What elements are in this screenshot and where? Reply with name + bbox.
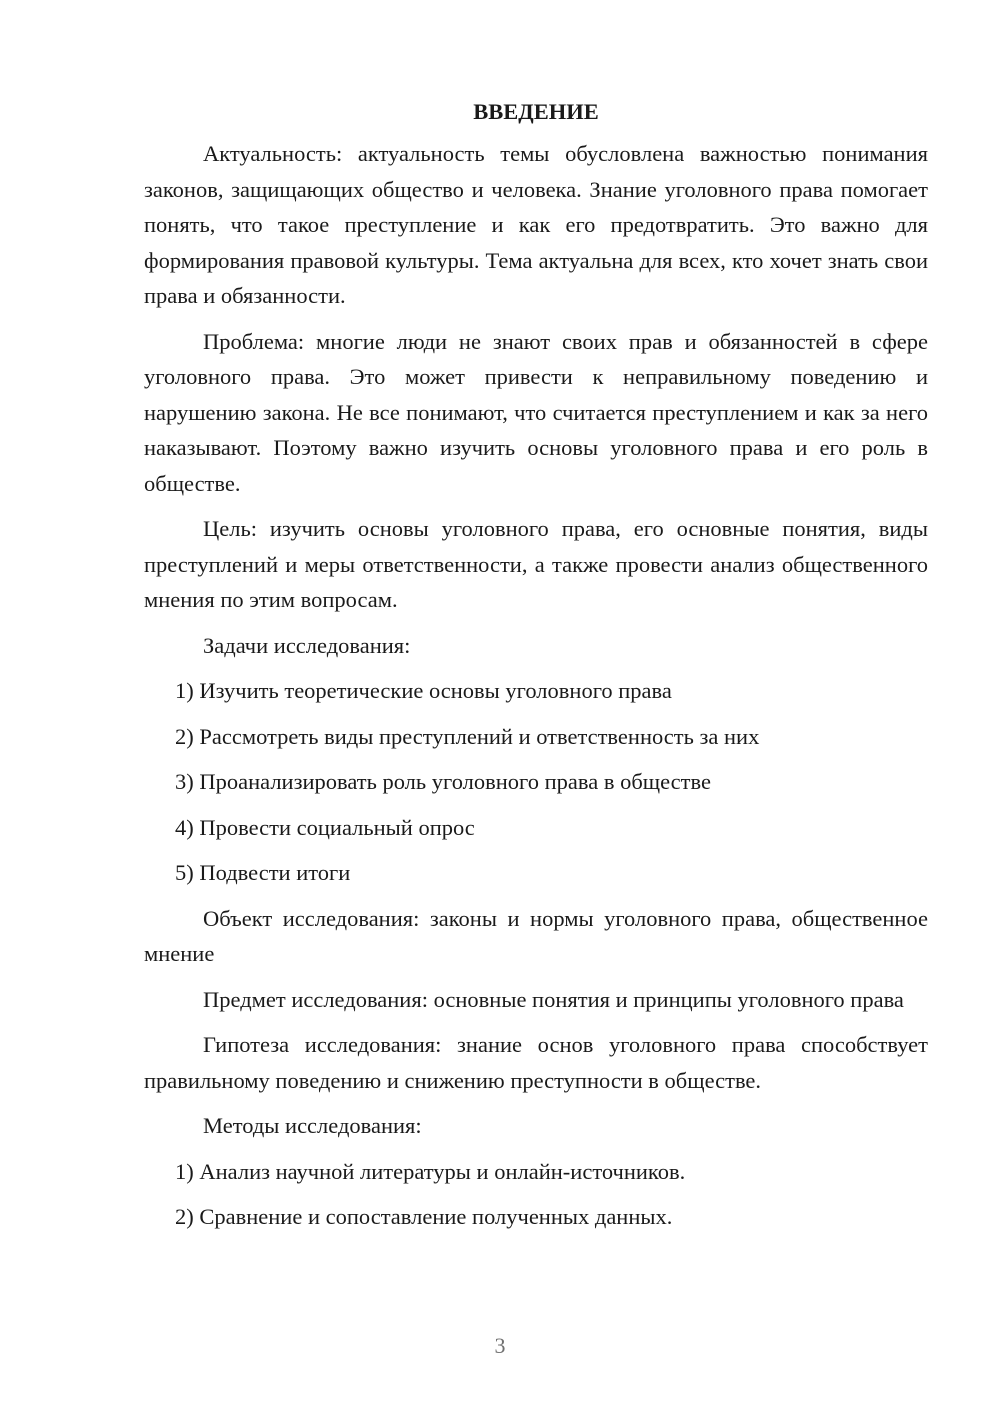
task-item: 1) Изучить теоретические основы уголовного права	[175, 678, 672, 703]
subject-paragraph: Предмет исследования: основные понятия и принципы уголовного права	[203, 986, 904, 1012]
method-item: 1) Анализ научной литературы и онлайн-источников.	[175, 1158, 686, 1184]
task-item: 3) Проанализировать роль уголовного права в обществе	[175, 769, 711, 794]
task-item: 4) Провести социальный опрос	[175, 814, 475, 840]
tasks-heading: Задачи исследования:	[203, 632, 411, 658]
object-paragraph: Объект исследования: законы и нормы уголовного права, общественное мнение	[144, 905, 928, 966]
methods-heading: Методы исследования:	[203, 1113, 422, 1138]
method-item: 2) Сравнение и сопоставление полученных данных.	[175, 1204, 673, 1229]
hypothesis-paragraph: Гипотеза исследования: знание основ уголовного права способствует правильному поведению и снижению преступности в обществе.	[144, 1032, 928, 1093]
task-item: 5) Подвести итоги	[175, 860, 351, 885]
page-title: ВВЕДЕНИЕ	[473, 99, 599, 124]
relevance-paragraph: Актуальность: актуальность темы обусловлена важностью понимания законов, защищающих общество и человека. Знание уголовного права помогает понять, что такое преступление и как его предотвратить. Это важно для формирования правовой культуры. Тема актуальна для всех, кто хочет знать свои права и обязанности.	[144, 141, 928, 308]
goal-paragraph: Цель: изучить основы уголовного права, его основные понятия, виды преступлений и меры ответственности, а также провести анализ общественного мнения по этим вопросам.	[144, 516, 928, 612]
task-item: 2) Рассмотреть виды преступлений и ответственность за них	[175, 723, 760, 749]
problem-paragraph: Проблема: многие люди не знают своих прав и обязанностей в сфере уголовного права. Это может привести к неправильному поведению и нарушению закона. Не все понимают, что считается преступлением и как за него наказывают. Поэтому важно изучить основы уголовного права и его роль в обществе.	[144, 328, 928, 496]
page-content	[144, 94, 928, 1245]
page-number: 3	[494, 1333, 506, 1358]
